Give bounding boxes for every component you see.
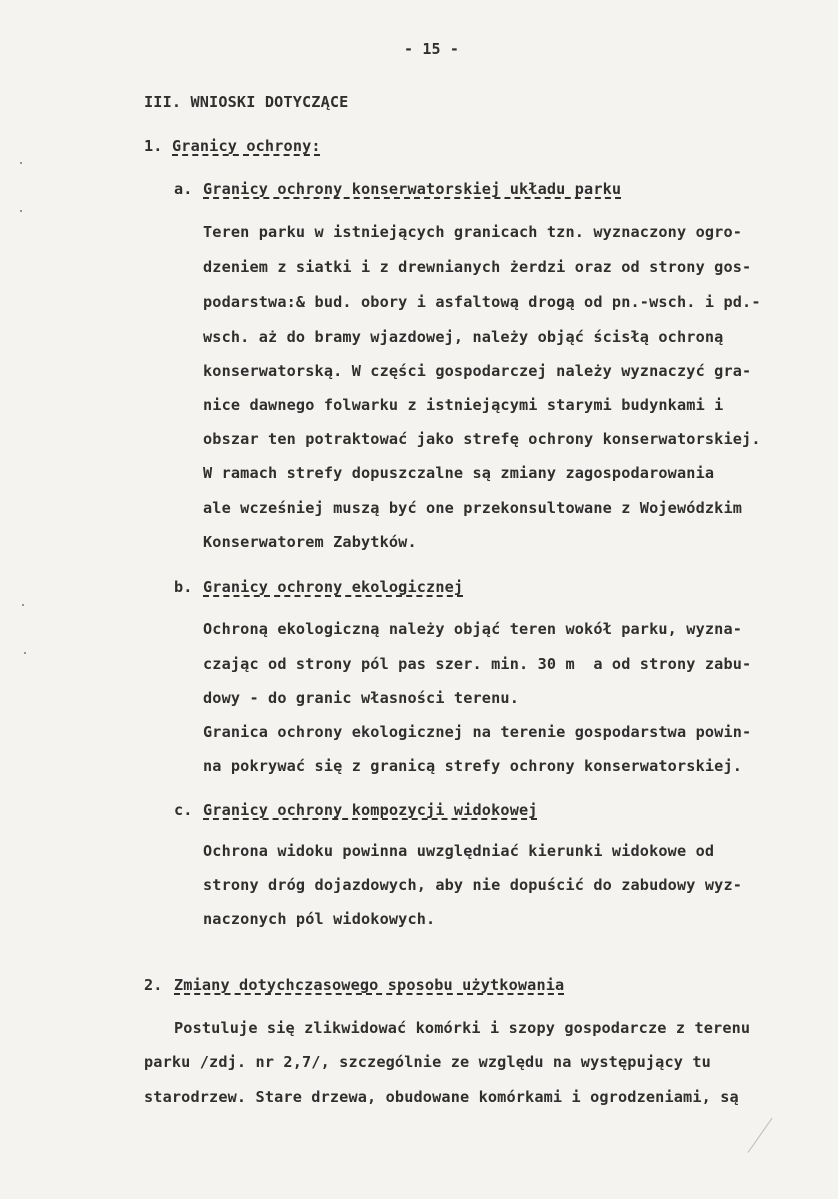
item1c-line: naczonych pól widokowych. — [203, 910, 436, 928]
scan-mark — [748, 1118, 773, 1153]
item1b-line: dowy - do granic własności terenu. — [203, 689, 519, 707]
item1a-line: Konserwatorem Zabytków. — [203, 533, 417, 551]
item1b-title: Granicy ochrony ekologicznej — [203, 578, 464, 596]
item2-line: Postuluje się zlikwidować komórki i szopy gospodarcze z terenu — [174, 1019, 751, 1037]
scan-speck — [24, 652, 26, 654]
item1a-line: dzeniem z siatki i z drewnianych żerdzi oraz od strony gos- — [203, 258, 752, 276]
item2-line: starodrzew. Stare drzewa, obudowane komórkami i ogrodzeniami, są — [144, 1088, 739, 1106]
item1b-letter: b. — [174, 578, 193, 596]
item1b-line: na pokrywać się z granicą strefy ochrony konserwatorskiej. — [203, 757, 743, 775]
item1c-line: strony dróg dojazdowych, aby nie dopuścić do zabudowy wyz- — [203, 876, 743, 894]
item1b-line: Ochroną ekologiczną należy objąć teren wokół parku, wyzna- — [203, 620, 743, 638]
item1a-title: Granicy ochrony konserwatorskiej układu parku — [203, 180, 622, 198]
item1a-line: podarstwa:& bud. obory i asfaltową drogą od pn.-wsch. i pd.- — [203, 293, 761, 311]
item1-number: 1. — [144, 137, 163, 155]
item1-title: Granicy ochrony: — [172, 137, 321, 155]
scan-speck — [20, 162, 22, 164]
item2-number: 2. — [144, 976, 163, 994]
item1b-line: Granica ochrony ekologicznej na terenie gospodarstwa powin- — [203, 723, 752, 741]
item1a-line: konserwatorską. W części gospodarczej należy wyznaczyć gra- — [203, 362, 752, 380]
item1c-letter: c. — [174, 801, 193, 819]
item1a-line: obszar ten potraktować jako strefę ochrony konserwatorskiej. — [203, 430, 761, 448]
item1a-line: Teren parku w istniejących granicach tzn. wyznaczony ogro- — [203, 223, 743, 241]
item1c-line: Ochrona widoku powinna uwzględniać kierunki widokowe od — [203, 842, 715, 860]
item1a-line: ale wcześniej muszą być one przekonsultowane z Wojewódzkim — [203, 499, 743, 517]
item1a-line: W ramach strefy dopuszczalne są zmiany zagospodarowania — [203, 464, 715, 482]
item1b-line: czając od strony pól pas szer. min. 30 m a od strony zabu- — [203, 655, 752, 673]
item1c-title: Granicy ochrony kompozycji widokowej — [203, 801, 538, 819]
section-heading: III. WNIOSKI DOTYCZĄCE — [144, 93, 349, 111]
item1a-line: nice dawnego folwarku z istniejącymi starymi budynkami i — [203, 396, 724, 414]
page-number: - 15 - — [404, 40, 460, 58]
scan-speck — [22, 604, 24, 606]
scan-speck — [20, 210, 22, 212]
item1a-line: wsch. aż do bramy wjazdowej, należy objąć ścisłą ochroną — [203, 328, 724, 346]
item2-line: parku /zdj. nr 2,7/, szczególnie ze względu na występujący tu — [144, 1053, 711, 1071]
item2-title: Zmiany dotychczasowego sposobu użytkowania — [174, 976, 565, 994]
item1a-letter: a. — [174, 180, 193, 198]
